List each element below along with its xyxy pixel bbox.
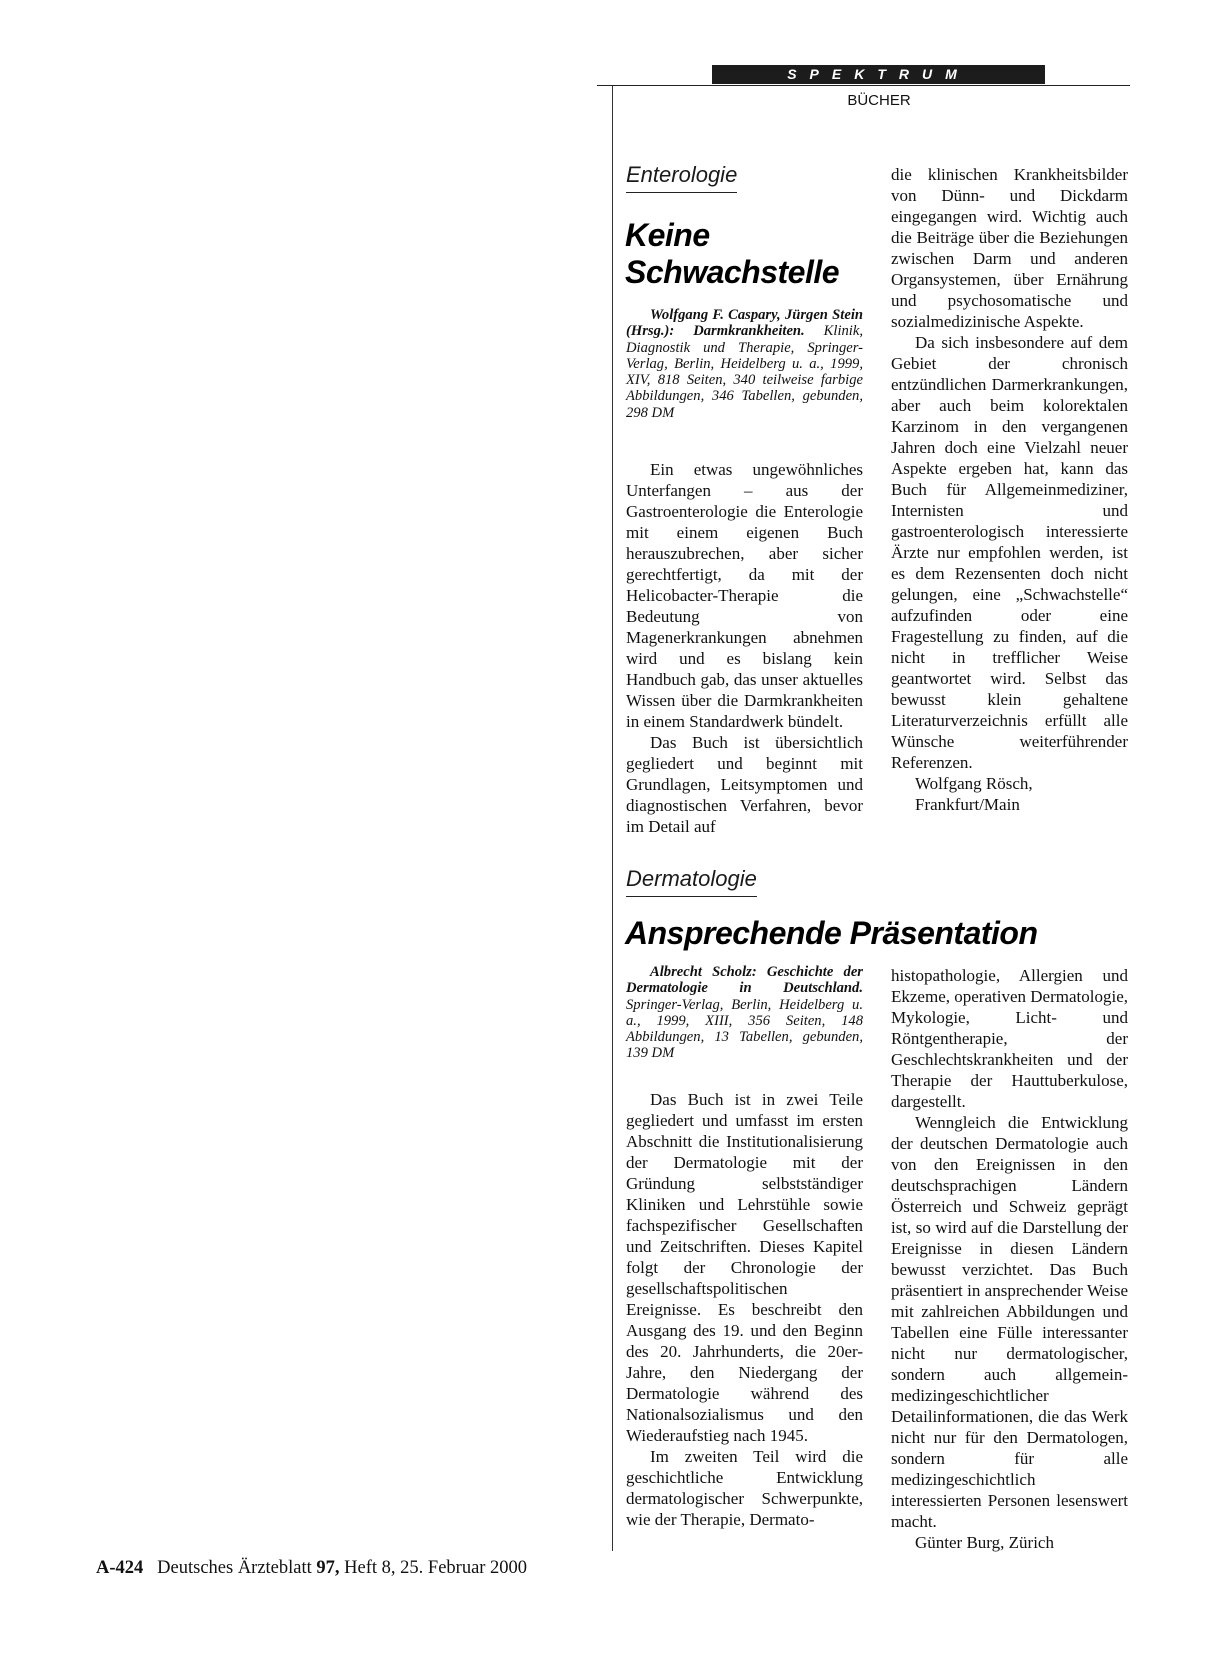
review1-biblio-details: Klinik, Diagnostik und Therapie, Springer-Verlag, Berlin, Heidelberg u. a., 1999, XIV, 818 Seiten, 340 teilweise farbige Abbildungen, 346 Tabellen, gebunden, 298 DM [626, 323, 863, 421]
review1-headline-line2: Schwachstelle [625, 254, 840, 290]
review2-bibliography [626, 964, 863, 1062]
review2-headline: Ansprechende Präsentation [625, 915, 1038, 951]
review1-headline [625, 217, 839, 291]
review2-paragraph: Das Buch ist in zwei Teile gegliedert und umfasst im ersten Abschnitt die Institutionalisierung der Dermatologie mit der Gründung selbstständiger Kliniken und Lehrstühle sowie fachspezifischer Gesellschaften und Zeitschriften. Dieses Kapitel folgt der Chronologie der gesellschaftspolitischen Ereignisse. Es beschreibt den Ausgang des 19. und den Beginn des 20. Jahrhunderts, die 20er-Jahre, den Niedergang der Dermatologie während des Nationalsozialismus und den Wiederaufstieg nach 1945. [626, 1090, 863, 1445]
review1-paragraph: Ein etwas ungewöhnliches Unterfangen – aus der Gastroenterologie die Enterologie mit einem eigenen Buch herauszubrechen, aber sicher gerechtfertigt, da mit der Helicobacter-Therapie die Bedeutung von Magenerkrankungen abnehmen wird und es bislang kein Handbuch gab, das unser aktuelles Wissen über die Darmkrankheiten in einem Standardwerk bündelt. [626, 460, 863, 731]
header-rule [597, 85, 1130, 86]
review1-paragraph: die klinischen Krankheitsbilder von Dünn- und Dickdarm eingegangen wird. Wichtig auch die Beiträge über die Beziehungen zwischen Darm und anderen Organsystemen, über Ernährung und psychosomatische und sozialmedizinische Aspekte. [891, 165, 1128, 331]
page-number: A-424 [96, 1558, 144, 1578]
review1-author-name: Wolfgang Rösch, [915, 774, 1033, 793]
review2-author: Günter Burg, Zürich [915, 1533, 1054, 1552]
review2-biblio-title: Albrecht Scholz: Geschichte der Dermatologie in Deutschland. [626, 964, 863, 997]
review2-column-2 [891, 965, 1128, 1553]
journal-name: Deutsches Ärzteblatt [157, 1558, 312, 1578]
review2-kicker: Dermatologie [626, 865, 757, 897]
review1-biblio-title: Wolfgang F. Caspary, Jürgen Stein (Hrsg.): Darmkrankheiten. [626, 307, 863, 340]
review1-column-2 [891, 164, 1128, 815]
review2-column-1 [626, 1089, 863, 1530]
review1-paragraph: Da sich insbesondere auf dem Gebiet der chronisch entzündlichen Darmerkrankungen, aber auch beim kolorektalen Karzinom in den vergangenen Jahren doch eine Vielzahl neuer Aspekte ergeben hat, kann das Buch für Allgemeinmediziner, Internisten und gastroenterologisch interessierte Ärzte nur empfohlen werden, ist es dem Rezensenten doch nicht gelungen, eine „Schwachstelle“ aufzufinden oder eine Fragestellung zu finden, auf die nicht in trefflicher Weise geantwortet wird. Selbst das bewusst klein gehaltene Literaturverzeichnis erfüllt alle Wünsche weiterführender Referenzen. [891, 333, 1128, 772]
section-banner: SPEKTRUM [712, 65, 1045, 84]
review2-paragraph: Wenngleich die Entwicklung der deutschen Dermatologie auch von den Ereignissen in den deutschsprachigen Ländern Österreich und Schweiz geprägt ist, so wird auf die Darstellung der Ereignisse in diesen Ländern bewusst verzichtet. Das Buch präsentiert in ansprechender Weise mit zahlreichen Abbildungen und Tabellen eine Fülle interessanter nicht nur dermatologischer, sondern auch allgemein-medizingeschichtlicher Detailinformationen, die das Werk nicht nur für den Dermatologen, sondern für alle medizingeschichtlich interessierten Personen lesenswert macht. [891, 1113, 1128, 1531]
review1-bibliography [626, 307, 863, 421]
review1-headline-line1: Keine [625, 217, 710, 253]
review2-paragraph: histopathologie, Allergien und Ekzeme, operativen Dermatologie, Mykologie, Licht- und Röntgentherapie, der Geschlechtskrankheiten und der Therapie der Hauttuberkulose, dargestellt. [891, 966, 1128, 1111]
journal-issue: Heft 8, 25. Februar 2000 [344, 1558, 528, 1578]
review1-author-place: Frankfurt/Main [915, 795, 1020, 814]
review1-kicker: Enterologie [626, 161, 737, 193]
review2-biblio-details: Springer-Verlag, Berlin, Heidelberg u. a., 1999, XIII, 356 Seiten, 148 Abbildungen, 13 Tabellen, gebunden, 139 DM [626, 996, 863, 1062]
column-rule [612, 86, 613, 1551]
review2-paragraph: Im zweiten Teil wird die geschichtliche Entwicklung dermatologischer Schwerpunkte, wie der Therapie, Dermato- [626, 1447, 863, 1529]
review1-column-1 [626, 459, 863, 837]
journal-volume: 97, [316, 1558, 340, 1578]
review1-paragraph: Das Buch ist übersichtlich gegliedert und beginnt mit Grundlagen, Leitsymptomen und diagnostischen Verfahren, bevor im Detail auf [626, 733, 863, 836]
subsection-label: BÜCHER [847, 92, 911, 109]
page-footer [96, 1557, 527, 1579]
